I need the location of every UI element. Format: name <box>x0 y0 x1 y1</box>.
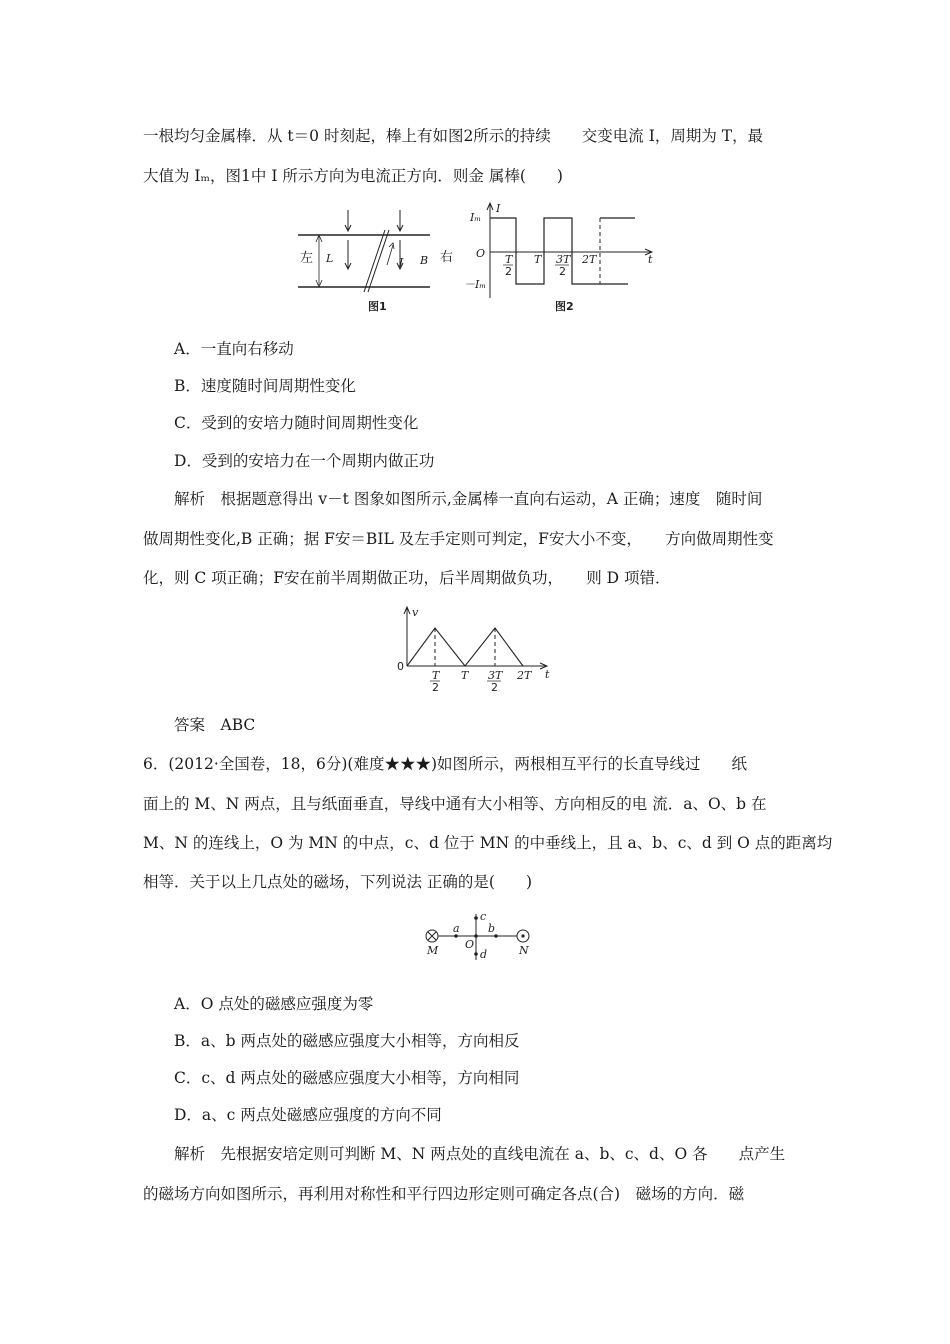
question-6-line-1: 6．(2012·全国卷，18，6分)(难度★★★)如图所示，两根相互平行的长直导线过 纸 <box>143 755 748 773</box>
figure-3-v-t-graph <box>395 604 595 694</box>
fig2-3T2-den: 2 <box>559 265 566 278</box>
fig1-right-label: 右 <box>440 250 454 265</box>
figure-2-square-wave <box>460 200 660 313</box>
fig3-T2-num: T <box>432 669 440 682</box>
fig4-d-label: d <box>480 948 488 961</box>
option-a-q6: A．O 点处的磁感应强度为零 <box>174 995 374 1013</box>
fig3-2T-label: 2T <box>517 669 532 682</box>
fig2-T-label: T <box>534 253 542 266</box>
fig3-3T2-num: 3T <box>488 669 503 682</box>
question-6-line-2: 面上的 M、N 两点，且与纸面垂直，导线中通有大小相等、方向相反的电 流．a、O、b 在 <box>143 795 767 813</box>
fig4-b-label: b <box>488 922 496 935</box>
analysis-line-2: 做周期性变化,B 正确；据 F安＝BIL 及左手定则可判定，F安大小不变， 方向做周期性变 <box>143 530 774 548</box>
fig2-I-label: I <box>496 202 501 215</box>
option-c-q6: C．c、d 两点处的磁感应强度大小相等，方向相同 <box>174 1069 520 1087</box>
fig3-O-label: 0 <box>397 660 404 673</box>
fig4-O-label: O <box>465 938 475 951</box>
fig2-O-label: O <box>476 247 486 260</box>
fig2-2T-label: 2T <box>582 253 597 266</box>
option-b-q6: B．a、b 两点处的磁感应强度大小相等，方向相反 <box>174 1032 520 1050</box>
fig4-c-label: c <box>480 910 487 923</box>
fig2-T2-den: 2 <box>505 265 512 278</box>
fig4-a-label: a <box>453 922 460 935</box>
fig1-I-label: I <box>399 256 404 269</box>
fig2-T2-num: T <box>505 253 513 266</box>
fig3-T-label: T <box>461 669 469 682</box>
figure-4-wires <box>420 906 560 966</box>
analysis-line-3: 化，则 C 项正确；F安在前半周期做正功，后半周期做负功， 则 D 项错． <box>143 569 671 587</box>
fig3-3T2-den: 2 <box>491 681 498 694</box>
fig1-B-label: B <box>420 254 429 267</box>
question-6-line-4: 相等．关于以上几点处的磁场，下列说法 正确的是( ) <box>143 873 533 891</box>
fig3-t-label: t <box>545 668 550 681</box>
text-line-1: 一根均匀金属棒．从 t＝0 时刻起，棒上有如图2所示的持续 交变电流 I，周期为 T，最 <box>143 127 764 145</box>
option-b-q5: B．速度随时间周期性变化 <box>174 377 356 395</box>
fig1-caption: 图1 <box>368 300 387 313</box>
fig2-3T2-num: 3T <box>556 253 571 266</box>
option-c-q5: C．受到的安培力随时间周期性变化 <box>174 414 419 432</box>
option-d-q5: D．受到的安培力在一个周期内做正功 <box>174 452 435 470</box>
fig4-N-label: N <box>519 944 529 957</box>
question-6-line-3: M、N 的连线上，O 为 MN 的中点，c、d 位于 MN 的中垂线上，且 a、b、c、d 到 O 点的距离均 <box>143 834 833 852</box>
fig2-t-label: t <box>648 253 653 266</box>
fig3-T2-den: 2 <box>432 681 439 694</box>
text-line-2: 大值为 Iₘ，图1中 I 所示方向为电流正方向．则金 属棒( ) <box>143 167 563 185</box>
fig3-v-label: v <box>412 606 419 619</box>
analysis-q6-line-1: 解析 先根据安培定则可判断 M、N 两点处的直线电流在 a、b、c、d、O 各 点产生 <box>174 1145 786 1163</box>
analysis-q6-line-2: 的磁场方向如图所示，再利用对称性和平行四边形定则可确定各点(合) 磁场的方向．磁 <box>143 1185 745 1203</box>
fig2-Im-label: Iₘ <box>470 211 482 224</box>
fig1-left-label: 左 <box>300 251 314 266</box>
fig2-caption: 图2 <box>555 300 574 313</box>
fig2-negIm-label: －Iₘ <box>464 278 487 291</box>
option-d-q6: D．a、c 两点处磁感应强度的方向不同 <box>174 1106 442 1124</box>
option-a-q5: A．一直向右移动 <box>174 340 294 358</box>
answer-line: 答案 ABC <box>174 716 256 734</box>
fig4-M-label: M <box>427 944 439 957</box>
analysis-line-1: 解析 根据题意得出 v－t 图象如图所示,金属棒一直向右运动，A 正确；速度 随时间 <box>174 490 763 508</box>
fig1-L-label: L <box>326 252 334 265</box>
